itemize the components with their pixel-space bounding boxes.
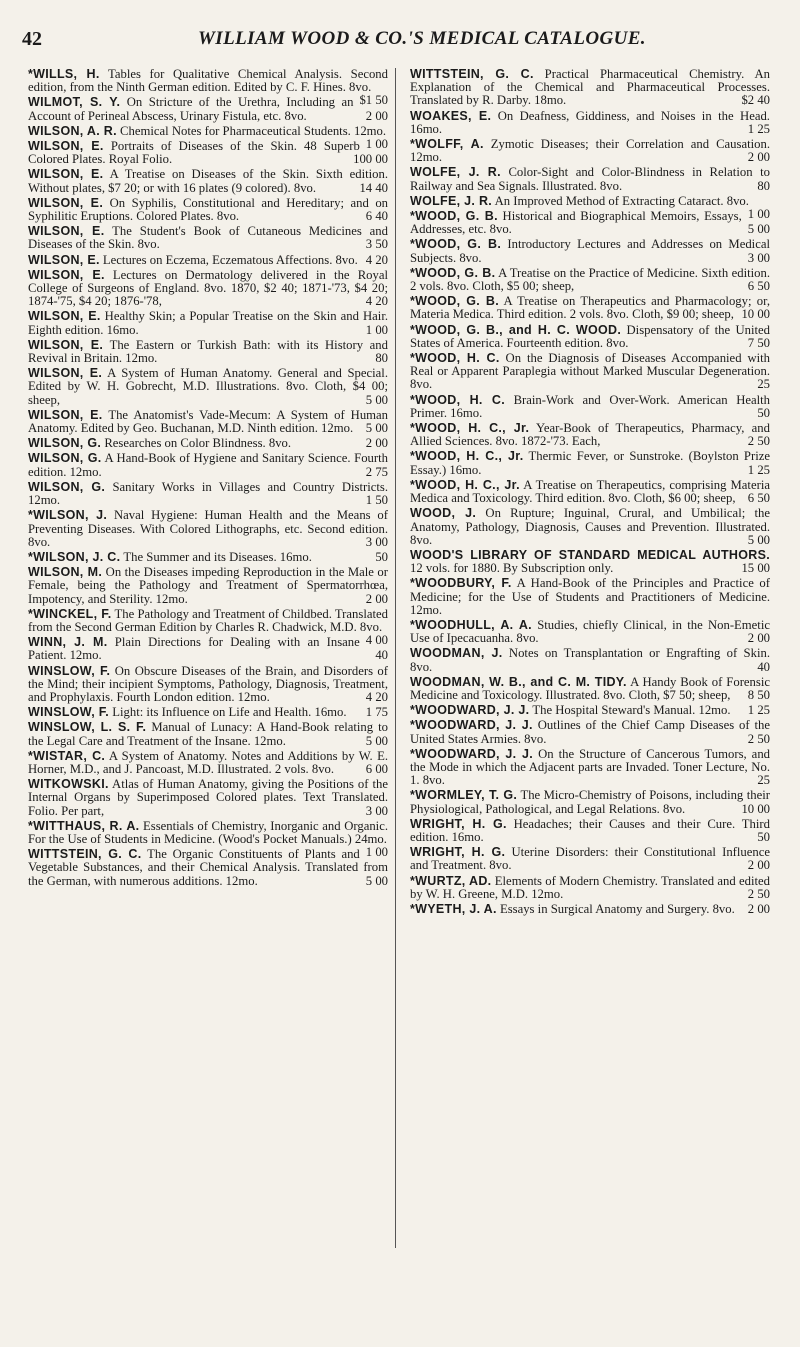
entry-price: 1 50	[365, 493, 388, 508]
entry-author: WINSLOW, L. S. F.	[28, 720, 147, 735]
entry-description: On Deafness, Giddiness, and Noises in the Head. 16mo.	[410, 108, 770, 136]
catalogue-entry	[410, 719, 770, 745]
entry-author: WOAKES, E.	[410, 108, 492, 123]
entry-price: 100 00	[353, 152, 388, 167]
catalogue-entry	[410, 875, 770, 901]
entry-description: A Hand-Book of the Principles and Practice of Medicine; for the Use of Students and Practitioners of Medicine. 12mo.	[410, 576, 770, 617]
entry-price: 1 25	[747, 703, 770, 718]
entry-author: WILSON, E.	[28, 195, 104, 210]
catalogue-entry	[28, 269, 388, 309]
catalogue-entry	[28, 509, 388, 549]
entry-price: 2 50	[747, 434, 770, 449]
entry-author: *WOOD, G. B.	[410, 265, 496, 280]
entry-description: Chemical Notes for Pharmaceutical Students. 12mo.	[120, 123, 387, 138]
entry-author: WILSON, E.	[28, 267, 105, 282]
entry-description: The Hospital Steward's Manual. 12mo.	[532, 703, 731, 718]
entry-author: *WURTZ, AD.	[410, 873, 492, 888]
entry-price: 3 50	[365, 237, 388, 252]
entry-price: 2 00	[365, 436, 388, 451]
entry-price: 6 50	[747, 279, 770, 294]
entry-author: *WOODBURY, F.	[410, 576, 512, 591]
catalogue-entry	[28, 845, 388, 888]
entry-author: WILMOT, S. Y.	[28, 95, 121, 110]
catalogue-entry	[410, 676, 770, 702]
entry-price: 10 00	[741, 801, 770, 816]
entry-author: WILSON, M.	[28, 565, 103, 580]
entry-description: Color-Sight and Color-Blindness in Relation to Railway and Sea Signals. Illustrated. 8vo.	[410, 165, 770, 193]
entry-price: 4 20	[365, 252, 388, 267]
entry-description: The Pathology and Treatment of Childbed. Translated from the Second German Edition by Charles R. Chadwick, M.D. 8vo.	[28, 606, 388, 634]
entry-description: Researches on Color Blindness. 8vo.	[104, 436, 292, 451]
entry-price: 3 00	[747, 250, 770, 265]
entry-author: *WYETH, J. A.	[410, 901, 497, 916]
entry-price: 8 50	[747, 687, 770, 702]
entry-description: Light: its Influence on Life and Health. 16mo.	[112, 705, 347, 720]
entry-author: WINSLOW, F.	[28, 663, 111, 678]
entry-price: 4 00	[365, 633, 388, 648]
entry-description: On Syphilis, Constitutional and Hereditary; and on Syphilitic Eruptions. Colored Plates. 8vo.	[28, 195, 389, 224]
entry-price: 5 00	[365, 421, 388, 436]
entry-price: 5 00	[747, 532, 770, 547]
entry-author: WINN, J. M.	[28, 635, 108, 650]
catalogue-entry	[28, 437, 388, 450]
entry-description: Naval Hygiene: Human Health and the Means of Preventing Diseases. With Colored Lithographs, etc. Second edition. 8vo.	[28, 508, 388, 549]
catalogue-entry	[410, 110, 770, 136]
catalogue-entry	[28, 197, 388, 223]
entry-description: Brain-Work and Over-Work. American Health Primer. 16mo.	[410, 392, 771, 420]
catalogue-entry	[28, 137, 388, 167]
catalogue-entry	[410, 549, 770, 575]
entry-description: On Obscure Diseases of the Brain, and Disorders of the Mind; their incipient Symptoms, Pathology, Diagnosis, Treatment, and Prophylaxis. Fourth London edition. 12mo.	[28, 663, 389, 704]
entry-price: 25	[757, 377, 770, 392]
entry-author: *WOOD, H. C.	[410, 351, 500, 366]
entry-price: 5 00	[365, 733, 388, 748]
entry-description: Essentials of Chemistry, Inorganic and Organic. For the Use of Students in Medicine. (Wood's Pocket Manuals.) 24mo.	[28, 818, 388, 846]
entry-author: *WILLS, H.	[28, 67, 100, 81]
entry-author: WILSON, G.	[28, 479, 106, 494]
catalogue-entry	[28, 566, 388, 606]
entry-description: Notes on Transplantation or Engrafting of Skin. 8vo.	[410, 646, 770, 674]
entry-price: 25	[757, 773, 770, 788]
catalogue-entry	[410, 166, 770, 192]
entry-author: WOODMAN, J.	[410, 646, 503, 661]
entry-description: Practical Pharmaceutical Chemistry. An Explanation of the Chemical and Pharmaceutical Processes. Translated by R. Darby. 18mo.	[410, 67, 770, 108]
entry-author: *WOLFF, A.	[410, 137, 484, 152]
catalogue-entry	[410, 479, 770, 505]
entry-price: 2 00	[365, 108, 388, 123]
catalogue-entry	[28, 225, 388, 251]
entry-description: On Stricture of the Urethra, Including an Account of Perineal Abscess, Urinary Fistula, etc. 8vo.	[28, 95, 354, 123]
entry-description: The Organic Constituents of Plants and Vegetable Substances, and their Chemical Analysis. Translated from the German, with numerous additions. 12mo.	[28, 847, 388, 888]
catalogue-entry	[28, 633, 388, 663]
entry-author: *WOODWARD, J. J.	[410, 718, 533, 733]
entry-price: 6 00	[365, 761, 388, 776]
entry-description: Healthy Skin; a Popular Treatise on the Skin and Hair. Eighth edition. 16mo.	[28, 309, 389, 337]
left-column	[28, 68, 388, 890]
catalogue-entry	[410, 450, 770, 476]
entry-description: The Eastern or Turkish Bath: with its History and Revival in Britain. 12mo.	[28, 337, 388, 366]
catalogue-entry	[28, 778, 388, 818]
entry-description: A System of Human Anatomy. General and Special. Edited by W. H. Gobrecht, M.D. Illustrations. 8vo. Cloth, $4 00; sheep,	[28, 366, 389, 407]
entry-author: *WOOD, G. B.	[410, 237, 502, 252]
entry-author: WOOD'S LIBRARY OF STANDARD MEDICAL AUTHORS.	[410, 547, 770, 562]
entry-author: WILSON, E.	[28, 139, 104, 154]
catalogue-entry	[410, 267, 770, 293]
entry-description: On Rupture; Inguinal, Crural, and Umbilical; the Anatomy, Pathology, Diagnosis, Causes and Prevention. Illustrated. 8vo.	[410, 506, 771, 547]
catalogue-entry	[28, 452, 388, 478]
entry-price: 80	[375, 351, 388, 366]
entry-author: WILSON, E.	[28, 167, 104, 182]
entry-author: WITTSTEIN, G. C.	[28, 847, 142, 862]
entry-description: On the Structure of Cancerous Tumors, and the Mode in which the Adjacent parts are Invaded. Toner Lecture, No. 1. 8vo.	[410, 746, 771, 788]
entry-description: Plain Directions for Dealing with an Insane Patient. 12mo.	[28, 635, 360, 663]
catalogue-entry	[410, 704, 770, 717]
catalogue-entry	[28, 409, 388, 435]
catalogue-entry	[28, 310, 388, 336]
entry-author: *WOOD, H. C., Jr.	[410, 421, 530, 436]
catalogue-entry	[410, 394, 770, 420]
entry-author: WOLFE, J. R.	[410, 165, 501, 180]
catalogue-entry	[410, 846, 770, 872]
catalogue-entry	[410, 619, 770, 645]
entry-author: WILSON, E.	[28, 309, 101, 324]
entry-description: Elements of Modern Chemistry. Translated and edited by W. H. Greene, M.D. 12mo.	[410, 873, 771, 901]
page-number: 42	[22, 28, 42, 50]
entry-price: 2 00	[747, 858, 770, 873]
entry-description: An Improved Method of Extracting Cataract. 8vo.	[494, 193, 749, 208]
entry-author: *WOODWARD, J. J.	[410, 746, 534, 761]
entry-author: WILSON, E.	[28, 224, 105, 239]
entry-author: WRIGHT, H. G.	[410, 816, 507, 831]
catalogue-entry	[410, 422, 770, 448]
entry-description: Lectures on Eczema, Eczematous Affections. 8vo.	[102, 252, 358, 267]
catalogue-entry	[410, 748, 770, 788]
entry-price: 4 20	[365, 689, 388, 704]
entry-author: WOOD, J.	[410, 506, 477, 521]
entry-description: Portraits of Diseases of the Skin. 48 Superb Colored Plates. Royal Folio.	[28, 139, 360, 167]
entry-author: *WILSON, J. C.	[28, 549, 121, 564]
entry-price: 3 00	[365, 803, 388, 818]
catalogue-entry	[28, 721, 388, 747]
entry-price: 10 00	[741, 307, 770, 322]
entry-description: On the Diseases impeding Reproduction in the Male or Female, being the Pathology and Treatment of Spermatorrhœa, Impotency, and Sterility. 12mo.	[28, 565, 389, 606]
entry-price: 2 00	[365, 591, 388, 606]
entry-description: The Student's Book of Cutaneous Medicines and Diseases of the Skin. 8vo.	[28, 224, 388, 252]
entry-description: Atlas of Human Anatomy, giving the Positions of the Internal Organs by Superimposed Colored plates. Text Translated. Folio. Per part,	[28, 777, 388, 818]
entry-description: A Treatise on the Practice of Medicine. Sixth edition. 2 vols. 8vo. Cloth, $5 00; sheep,	[410, 265, 771, 294]
entry-price: $1 50	[359, 93, 388, 108]
entry-price: $2 40	[741, 93, 770, 108]
entry-description: Manual of Lunacy: A Hand-Book relating to the Legal Care and Treatment of the Insane. 12mo.	[28, 720, 388, 748]
entry-author: WINSLOW, F.	[28, 705, 110, 720]
entry-price: 2 00	[747, 901, 770, 916]
entry-description: A System of Anatomy. Notes and Additions by W. E. Horner, M.D., and J. Pancoast, M.D. Illustrated. 2 vols. 8vo.	[28, 748, 388, 776]
catalogue-entry	[28, 168, 388, 194]
entry-description: Lectures on Dermatology delivered in the Royal College of Surgeons of England. 8vo. 1870, $2 40; 1871-'73, $4 20; 1874-'75, $4 20; 1876-'78,	[28, 267, 388, 309]
entry-price: 1 75	[365, 705, 388, 720]
entry-description: 12 vols. for 1880. By Subscription only.	[410, 561, 614, 576]
entry-author: *WITTHAUS, R. A.	[28, 818, 140, 833]
entry-description: Introductory Lectures and Addresses on Medical Subjects. 8vo.	[410, 237, 770, 265]
entry-price: 2 50	[747, 731, 770, 746]
entry-price: 1 25	[747, 462, 770, 477]
catalogue-entry	[410, 68, 770, 108]
entry-price: 15 00	[741, 561, 770, 576]
entry-price: 6 40	[365, 209, 388, 224]
entry-author: *WOOD, G. B.	[410, 294, 499, 309]
entry-author: *WOOD, G. B.	[410, 209, 498, 224]
entry-description: Outlines of the Chief Camp Diseases of the United States Armies. 8vo.	[410, 718, 770, 746]
catalogue-entry	[410, 138, 770, 164]
entry-author: *WOOD, H. C.	[410, 392, 505, 407]
catalogue-entry	[410, 295, 770, 321]
entry-price: 7 50	[747, 335, 770, 350]
entry-author: WILSON, E.	[28, 337, 104, 352]
entry-author: WILSON, G.	[28, 451, 102, 466]
entry-price: 80	[757, 178, 770, 193]
running-title: WILLIAM WOOD & CO.'S MEDICAL CATALOGUE.	[198, 28, 646, 49]
entry-price: 3 00	[365, 534, 388, 549]
column-divider	[395, 68, 396, 1248]
entry-price: 2 00	[747, 631, 770, 646]
entry-author: WILSON, G.	[28, 436, 102, 451]
entry-description: Uterine Disorders: their Constitutional Influence and Treatment. 8vo.	[410, 845, 771, 873]
catalogue-entry	[410, 789, 770, 815]
entry-author: *WOODWARD, J. J.	[410, 703, 530, 718]
entry-author: *WINCKEL, F.	[28, 606, 112, 621]
entry-author: WITKOWSKI.	[28, 777, 109, 792]
entry-price: 1 00	[747, 207, 770, 222]
catalogue-entry	[410, 577, 770, 617]
entry-author: WILSON, A. R.	[28, 123, 117, 138]
entry-author: *WOOD, H. C., Jr.	[410, 477, 520, 492]
entry-price: 1 25	[747, 121, 770, 136]
entry-author: *WORMLEY, T. G.	[410, 788, 518, 803]
entry-author: *WOODHULL, A. A.	[410, 617, 532, 632]
entry-price: 40	[375, 648, 388, 663]
catalogue-entry	[28, 93, 388, 123]
entry-price: 5 00	[747, 222, 770, 237]
catalogue-entry	[28, 750, 388, 776]
entry-description: Tables for Qualitative Chemical Analysis. Second edition, from the Ninth German edition. Edited by C. F. Hines. 8vo.	[28, 67, 388, 95]
page-header	[22, 28, 772, 52]
entry-price: 2 50	[747, 886, 770, 901]
entry-price: 50	[757, 405, 770, 420]
entry-author: *WISTAR, C.	[28, 748, 106, 763]
catalogue-entry	[28, 551, 388, 564]
entry-author: WILSON, E.	[28, 252, 100, 267]
entry-description: A Treatise on Therapeutics and Pharmacology; or, Materia Medica. Third edition. 2 vols. 8vo. Cloth, $9 00; sheep,	[410, 294, 770, 322]
entry-price: 50	[375, 549, 388, 564]
catalogue-entry	[28, 339, 388, 365]
entry-description: Thermic Fever, or Sunstroke. (Boylston Prize Essay.) 16mo.	[410, 449, 770, 477]
entry-description: The Micro-Chemistry of Poisons, including their Physiological, Pathological, and Legal Relations. 8vo.	[410, 788, 770, 816]
entry-author: *WOOD, G. B., and H. C. WOOD.	[410, 322, 622, 337]
entry-author: *WILSON, J.	[28, 508, 108, 523]
catalogue-entry	[28, 254, 388, 267]
entry-author: *WOOD, H. C., Jr.	[410, 449, 524, 464]
entry-description: A Handy Book of Forensic Medicine and Toxicology. Illustrated. 8vo. Cloth, $7 50; sheep,	[410, 674, 770, 702]
entry-price: 1 00	[365, 137, 388, 152]
entry-price: 14 40	[359, 180, 388, 195]
catalogue-entry	[28, 481, 388, 507]
entry-description: Essays in Surgical Anatomy and Surgery. 8vo.	[499, 901, 735, 916]
entry-description: Historical and Biographical Memoirs, Essays, Addresses, etc. 8vo.	[410, 209, 742, 237]
entry-description: The Summer and its Diseases. 16mo.	[123, 549, 312, 564]
catalogue-entry	[410, 238, 770, 264]
catalogue-entry	[410, 352, 770, 392]
catalogue-entry	[28, 665, 388, 705]
entry-description: Headaches; their Causes and their Cure. Third edition. 16mo.	[410, 816, 770, 844]
entry-author: WILSON, E.	[28, 366, 103, 381]
entry-author: WILSON, E.	[28, 407, 103, 422]
entry-price: 40	[757, 659, 770, 674]
entry-price: 2 00	[747, 150, 770, 165]
entry-price: 1 00	[365, 845, 388, 860]
catalogue-entry	[410, 324, 770, 350]
entry-price: 5 00	[365, 392, 388, 407]
entry-description: Sanitary Works in Villages and Country Districts. 12mo.	[28, 479, 389, 508]
right-column	[410, 68, 770, 918]
entry-description: On the Diagnosis of Diseases Accompanied with Real or Apparent Paraplegia without Marked Muscular Degeneration. 8vo.	[410, 351, 770, 392]
catalogue-entry	[28, 706, 388, 719]
entry-price: 5 00	[365, 873, 388, 888]
entry-price: 4 20	[365, 294, 388, 309]
catalogue-entry	[410, 507, 770, 547]
entry-author: WRIGHT, H. G.	[410, 845, 506, 860]
entry-description: A Hand-Book of Hygiene and Sanitary Science. Fourth edition. 12mo.	[28, 451, 388, 479]
entry-description: Studies, chiefly Clinical, in the Non-Emetic Use of Ipecacuanha. 8vo.	[410, 617, 770, 646]
catalogue-entry	[410, 207, 770, 237]
entry-description: Year-Book of Therapeutics, Pharmacy, and Allied Sciences. 8vo. 1872-'73. Each,	[410, 421, 770, 449]
entry-price: 1 00	[365, 322, 388, 337]
catalogue-entry	[410, 903, 770, 916]
entry-author: WOODMAN, W. B., and C. M. TIDY.	[410, 674, 627, 689]
entry-price: 2 75	[365, 464, 388, 479]
entry-price: 6 50	[747, 491, 770, 506]
entry-author: WITTSTEIN, G. C.	[410, 67, 534, 81]
entry-description: Zymotic Diseases; their Correlation and Causation. 12mo.	[410, 137, 770, 165]
entry-author: WOLFE, J. R.	[410, 193, 493, 208]
entry-description: A Treatise on Therapeutics, comprising Materia Medica and Toxicology. Third edition. 8vo. Cloth, $6 00; sheep,	[410, 477, 770, 506]
catalogue-entry	[410, 818, 770, 844]
entry-description: Dispensatory of the United States of America. Fourteenth edition. 8vo.	[410, 322, 771, 350]
catalogue-entry	[28, 367, 388, 407]
entry-description: The Anatomist's Vade-Mecum: A System of Human Anatomy. Edited by Geo. Buchanan, M.D. Ninth edition. 12mo.	[28, 407, 389, 436]
catalogue-entry	[410, 647, 770, 673]
entry-price: 50	[757, 829, 770, 844]
entry-description: A Treatise on Diseases of the Skin. Sixth edition. Without plates, $7 20; or with 16 plates (9 colored). 8vo.	[28, 167, 388, 195]
